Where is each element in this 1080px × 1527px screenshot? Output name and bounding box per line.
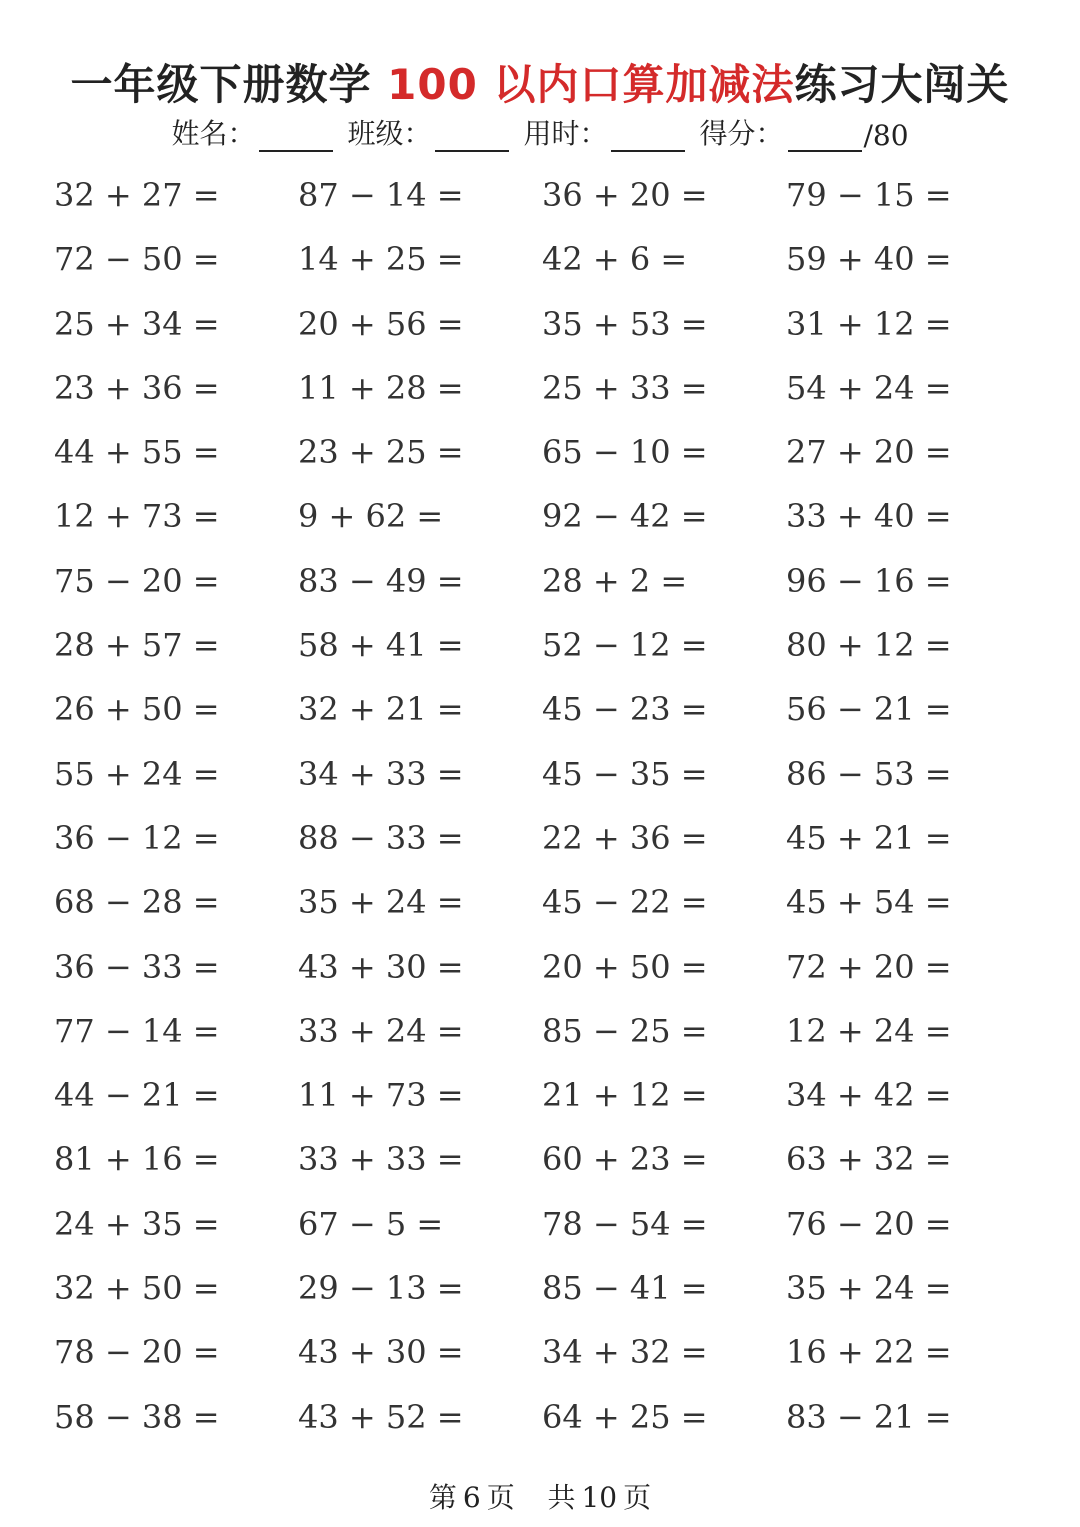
arithmetic-problem: 45 − 22 = bbox=[542, 883, 708, 922]
arithmetic-problem: 63 + 32 = bbox=[786, 1140, 952, 1179]
arithmetic-problem: 79 − 15 = bbox=[786, 176, 952, 214]
arithmetic-problem: 42 + 6 = bbox=[542, 240, 688, 279]
arithmetic-problem: 86 − 53 = bbox=[786, 754, 952, 793]
arithmetic-problem: 14 + 25 = bbox=[298, 240, 464, 279]
arithmetic-problem: 76 − 20 = bbox=[786, 1204, 952, 1243]
page-footer bbox=[0, 1476, 1080, 1516]
name-label: 姓名： bbox=[171, 117, 256, 150]
arithmetic-problem: 85 − 25 = bbox=[542, 1011, 708, 1050]
page-number: 6 bbox=[462, 1481, 481, 1514]
arithmetic-problem: 12 + 24 = bbox=[786, 1011, 952, 1050]
arithmetic-problem: 60 + 23 = bbox=[542, 1140, 708, 1179]
arithmetic-problem: 33 + 40 = bbox=[786, 497, 952, 536]
arithmetic-problem: 33 + 24 = bbox=[298, 1011, 464, 1050]
arithmetic-problem: 34 + 33 = bbox=[298, 754, 464, 793]
arithmetic-problem: 83 − 49 = bbox=[298, 561, 464, 600]
arithmetic-problem: 21 + 12 = bbox=[542, 1076, 708, 1115]
arithmetic-problem: 12 + 73 = bbox=[54, 497, 220, 536]
arithmetic-problem: 36 − 33 = bbox=[54, 947, 220, 986]
arithmetic-problem: 56 − 21 = bbox=[786, 690, 952, 729]
arithmetic-problem: 36 + 20 = bbox=[542, 176, 708, 214]
arithmetic-problem: 81 + 16 = bbox=[54, 1140, 220, 1179]
arithmetic-problem: 28 + 2 = bbox=[542, 561, 688, 600]
arithmetic-problem: 44 + 55 = bbox=[54, 433, 220, 472]
page-prefix: 第 bbox=[428, 1481, 457, 1514]
arithmetic-problem: 24 + 35 = bbox=[54, 1204, 220, 1243]
arithmetic-problem: 9 + 62 = bbox=[298, 497, 444, 536]
arithmetic-problem: 65 − 10 = bbox=[542, 433, 708, 472]
name-blank bbox=[259, 120, 333, 152]
total-pages: 10 bbox=[581, 1481, 618, 1514]
time-label: 用时： bbox=[523, 117, 608, 150]
arithmetic-problem: 25 + 33 = bbox=[542, 368, 708, 407]
class-label: 班级： bbox=[347, 117, 432, 150]
worksheet-title bbox=[0, 52, 1080, 112]
arithmetic-problem: 34 + 32 = bbox=[542, 1333, 708, 1372]
arithmetic-problem: 16 + 22 = bbox=[786, 1333, 952, 1372]
arithmetic-problem: 45 − 23 = bbox=[542, 690, 708, 729]
arithmetic-problem: 29 − 13 = bbox=[298, 1269, 464, 1308]
arithmetic-problem: 34 + 42 = bbox=[786, 1076, 952, 1115]
score-max: /80 bbox=[863, 119, 909, 152]
arithmetic-problem: 85 − 41 = bbox=[542, 1269, 708, 1308]
time-field bbox=[523, 112, 685, 152]
arithmetic-problem: 32 + 50 = bbox=[54, 1269, 220, 1308]
arithmetic-problem: 26 + 50 = bbox=[54, 690, 220, 729]
arithmetic-problem: 68 − 28 = bbox=[54, 883, 220, 922]
arithmetic-problem: 77 − 14 = bbox=[54, 1011, 220, 1050]
arithmetic-problem: 58 − 38 = bbox=[54, 1397, 220, 1436]
arithmetic-problem: 64 + 25 = bbox=[542, 1397, 708, 1436]
title-highlight: 100 以内口算加减法 bbox=[387, 60, 795, 109]
arithmetic-problem: 87 − 14 = bbox=[298, 176, 464, 214]
arithmetic-problem: 43 + 30 = bbox=[298, 947, 464, 986]
class-field bbox=[347, 112, 509, 152]
arithmetic-problem: 27 + 20 = bbox=[786, 433, 952, 472]
time-blank bbox=[611, 120, 685, 152]
arithmetic-problem: 32 + 27 = bbox=[54, 176, 220, 214]
arithmetic-problem: 45 + 54 = bbox=[786, 883, 952, 922]
arithmetic-problem: 72 + 20 = bbox=[786, 947, 952, 986]
arithmetic-problem: 11 + 28 = bbox=[298, 368, 464, 407]
arithmetic-problem: 45 + 21 = bbox=[786, 818, 952, 857]
arithmetic-problem: 35 + 24 = bbox=[298, 883, 464, 922]
arithmetic-problem: 55 + 24 = bbox=[54, 754, 220, 793]
arithmetic-problem: 20 + 56 = bbox=[298, 304, 464, 343]
arithmetic-problem: 20 + 50 = bbox=[542, 947, 708, 986]
arithmetic-problem: 11 + 73 = bbox=[298, 1076, 464, 1115]
student-info-row bbox=[0, 112, 1080, 152]
arithmetic-problem: 92 − 42 = bbox=[542, 497, 708, 536]
score-blank bbox=[788, 120, 862, 152]
arithmetic-problem: 78 − 54 = bbox=[542, 1204, 708, 1243]
arithmetic-problem: 43 + 30 = bbox=[298, 1333, 464, 1372]
score-field bbox=[699, 112, 908, 152]
arithmetic-problem: 96 − 16 = bbox=[786, 561, 952, 600]
total-prefix: 共 bbox=[547, 1481, 576, 1514]
arithmetic-problem: 33 + 33 = bbox=[298, 1140, 464, 1179]
score-label: 得分： bbox=[699, 117, 784, 150]
arithmetic-problem: 35 + 24 = bbox=[786, 1269, 952, 1308]
arithmetic-problem: 72 − 50 = bbox=[54, 240, 220, 279]
arithmetic-problem: 78 − 20 = bbox=[54, 1333, 220, 1372]
page-suffix: 页 bbox=[486, 1481, 515, 1514]
arithmetic-problem: 43 + 52 = bbox=[298, 1397, 464, 1436]
arithmetic-problem: 83 − 21 = bbox=[786, 1397, 952, 1436]
arithmetic-problem: 75 − 20 = bbox=[54, 561, 220, 600]
arithmetic-problem: 88 − 33 = bbox=[298, 818, 464, 857]
name-field bbox=[171, 112, 333, 152]
arithmetic-problem: 23 + 36 = bbox=[54, 368, 220, 407]
arithmetic-problem: 45 − 35 = bbox=[542, 754, 708, 793]
arithmetic-problem: 59 + 40 = bbox=[786, 240, 952, 279]
class-blank bbox=[435, 120, 509, 152]
arithmetic-problem: 58 + 41 = bbox=[298, 626, 464, 665]
arithmetic-problem: 67 − 5 = bbox=[298, 1204, 444, 1243]
arithmetic-problem: 36 − 12 = bbox=[54, 818, 220, 857]
arithmetic-problem: 31 + 12 = bbox=[786, 304, 952, 343]
arithmetic-problem: 25 + 34 = bbox=[54, 304, 220, 343]
arithmetic-problem: 32 + 21 = bbox=[298, 690, 464, 729]
arithmetic-problem: 54 + 24 = bbox=[786, 368, 952, 407]
arithmetic-problem: 52 − 12 = bbox=[542, 626, 708, 665]
arithmetic-problem: 80 + 12 = bbox=[786, 626, 952, 665]
total-suffix: 页 bbox=[623, 1481, 652, 1514]
arithmetic-problem: 35 + 53 = bbox=[542, 304, 708, 343]
title-suffix: 练习大闯关 bbox=[794, 60, 1010, 109]
arithmetic-problem: 28 + 57 = bbox=[54, 626, 220, 665]
arithmetic-problem: 22 + 36 = bbox=[542, 818, 708, 857]
title-prefix: 一年级下册数学 bbox=[70, 60, 388, 109]
arithmetic-problem: 23 + 25 = bbox=[298, 433, 464, 472]
arithmetic-problem: 44 − 21 = bbox=[54, 1076, 220, 1115]
